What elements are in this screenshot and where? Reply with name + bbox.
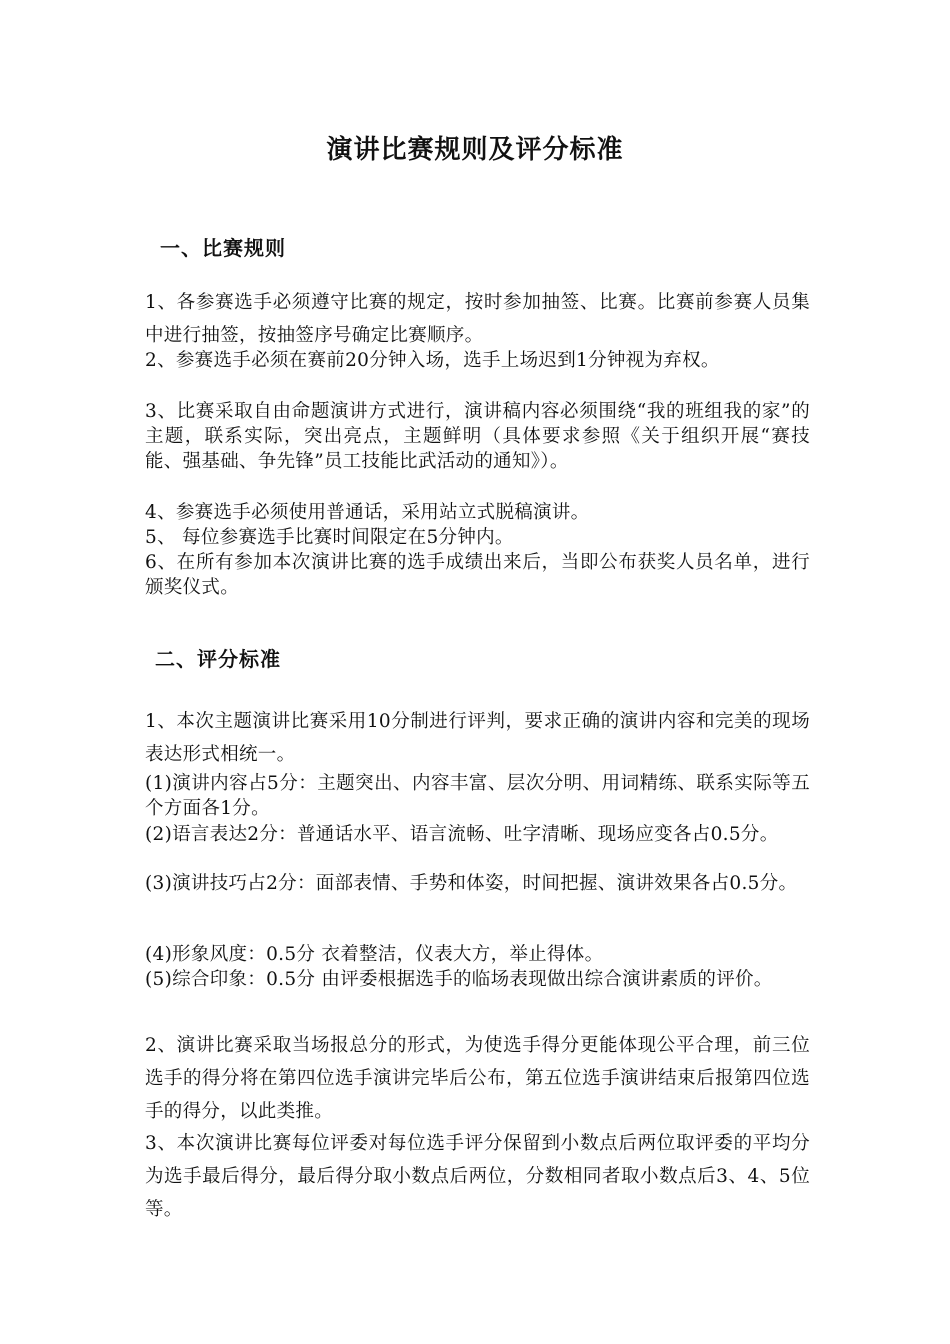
scoring-item-2: 2、演讲比赛采取当场报总分的形式，为使选手得分更能体现公平合理，前三位选手的得分将在第四位选手演讲完毕后公布，第五位选手演讲结束后报第四位选手的得分，以此类推。 <box>145 1035 810 1122</box>
scoring-sub-item-2: (2)语言表达2分：普通话水平、语言流畅、吐字清晰、现场应变各占0.5分。 <box>145 824 779 845</box>
section-heading-rules: 一、比赛规则 <box>160 236 286 260</box>
scoring-sub-item-3: (3)演讲技巧占2分：面部表情、手势和体姿，时间把握、演讲效果各占0.5分。 <box>145 873 798 894</box>
rule-item-4: 4、参赛选手必须使用普通话，采用站立式脱稿演讲。 <box>145 502 590 523</box>
scoring-sub-item-4: (4)形象风度：0.5分 衣着整洁，仪表大方，举止得体。 <box>145 944 604 965</box>
scoring-item-3: 3、本次演讲比赛每位评委对每位选手评分保留到小数点后两位取评委的平均分为选手最后得分，最后得分取小数点后两位，分数相同者取小数点后3、4、5位等。 <box>145 1133 810 1220</box>
rule-item-6: 6、在所有参加本次演讲比赛的选手成绩出来后，当即公布获奖人员名单，进行颁奖仪式。 <box>145 552 810 598</box>
scoring-sub-item-1: (1)演讲内容占5分：主题突出、内容丰富、层次分明、用词精练、联系实际等五个方面各1分。 <box>145 773 810 819</box>
rule-item-1: 1、各参赛选手必须遵守比赛的规定，按时参加抽签、比赛。比赛前参赛人员集中进行抽签，按抽签序号确定比赛顺序。 <box>145 292 810 346</box>
rule-item-3: 3、比赛采取自由命题演讲方式进行，演讲稿内容必须围绕“我的班组我的家”的主题，联系实际，突出亮点，主题鲜明（具体要求参照《关于组织开展“赛技能、强基础、争先锋”员工技能比武活动的通知》）。 <box>145 401 810 472</box>
rule-item-2: 2、参赛选手必须在赛前20分钟入场，选手上场迟到1分钟视为弃权。 <box>145 350 720 371</box>
document-title: 演讲比赛规则及评分标准 <box>326 135 624 165</box>
rule-item-5: 5、 每位参赛选手比赛时间限定在5分钟内。 <box>145 527 514 548</box>
section-heading-scoring: 二、评分标准 <box>155 647 281 671</box>
scoring-item-1: 1、本次主题演讲比赛采用10分制进行评判，要求正确的演讲内容和完美的现场表达形式相统一。 <box>145 711 810 765</box>
scoring-sub-item-5: (5)综合印象：0.5分 由评委根据选手的临场表现做出综合演讲素质的评价。 <box>145 969 773 990</box>
